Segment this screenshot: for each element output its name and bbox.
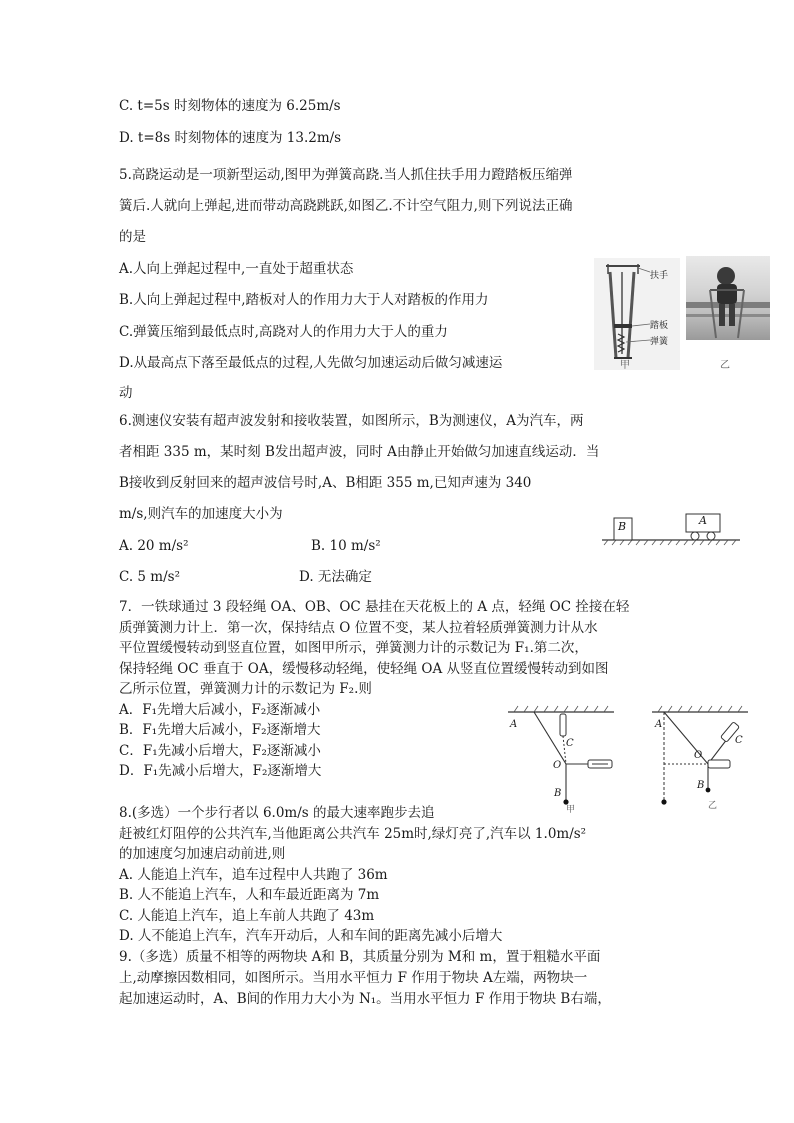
label-o-jia: O bbox=[553, 760, 562, 771]
label-b-jia: B bbox=[554, 788, 562, 799]
label-pedal: 踏板 bbox=[650, 321, 669, 331]
q7-stem-line4: 保持轻绳 OC 垂直于 OA，缓慢移动轻绳，使轻绳 OA 从竖直位置缓慢转动到如图 bbox=[119, 661, 609, 677]
label-o-yi: O bbox=[694, 750, 703, 761]
q5-option-a: A.人向上弹起过程中,一直处于超重状态 bbox=[119, 261, 354, 277]
label-handle: 扶手 bbox=[650, 271, 669, 281]
q7-option-d: D．F₁先减小后增大，F₂逐渐增大 bbox=[119, 763, 322, 779]
q8-option-c: C. 人能追上汽车，追上车前人共跑了 43m bbox=[119, 908, 375, 924]
label-a-car: A bbox=[699, 514, 707, 527]
q6-stem-line3: B接收到反射回来的超声波信号时,A、B相距 355 m,已知声速为 340 bbox=[119, 475, 532, 491]
q8-stem-line3: 的加速度匀加速启动前进,则 bbox=[119, 846, 286, 862]
q6-stem-line2: 者相距 335 m，某时刻 B发出超声波，同时 A由静止开始做匀加速直线运动．当 bbox=[119, 444, 600, 460]
q8-option-b: B. 人不能追上汽车，人和车最近距离为 7m bbox=[119, 887, 380, 903]
q6-stem-line1: 6.测速仪安装有超声波发射和接收装置，如图所示，B为测速仪，A为汽车，两 bbox=[119, 413, 584, 429]
q5-stem-line1: 5.高跷运动是一项新型运动,图甲为弹簧高跷.当人抓住扶手用力蹬踏板压缩弹 bbox=[119, 167, 573, 183]
q5-stem-line2: 簧后.人就向上弹起,进而带动高跷跳跃,如图乙.不计空气阻力,则下列说法正确 bbox=[119, 198, 573, 214]
q7-stem-line2: 质弹簧测力计上．第一次，保持结点 O 位置不变，某人拉着轻质弹簧测力计从水 bbox=[119, 620, 598, 636]
q8-stem-line1: 8.(多选）一个步行者以 6.0m/s 的最大速率跑步去追 bbox=[119, 805, 435, 821]
label-yi-stilt: 乙 bbox=[720, 360, 730, 371]
q9-stem-line3: 起加速运动时，A、B间的作用力大小为 N₁。当用水平恒力 F 作用于物块 B右端， bbox=[119, 991, 611, 1007]
q7-option-a: A．F₁先增大后减小，F₂逐渐减小 bbox=[119, 702, 321, 718]
label-a-yi: A bbox=[655, 719, 663, 730]
label-c-jia: C bbox=[566, 738, 574, 749]
option-d-q4: D. t=8s 时刻物体的速度为 13.2m/s bbox=[119, 130, 342, 146]
label-spring: 弹簧 bbox=[650, 337, 669, 347]
q7-stem-line3: 平位置缓慢转动到竖直位置，如图甲所示，弹簧测力计的示数记为 F₁.第二次， bbox=[119, 640, 588, 656]
q5-option-d: D.从最高点下落至最低点的过程,人先做匀加速运动后做匀减速运 bbox=[119, 355, 503, 371]
label-b-yi: B bbox=[697, 780, 705, 791]
label-jia-stilt: 甲 bbox=[620, 360, 630, 371]
q9-stem-line1: 9.（多选）质量不相等的两物块 A和 B，其质量分别为 M和 m，置于粗糙水平面 bbox=[119, 949, 601, 965]
label-jia-rope: 甲 bbox=[566, 805, 576, 815]
label-c-yi: C bbox=[735, 735, 743, 746]
stilt-photo bbox=[686, 256, 770, 340]
q6-option-d: D. 无法确定 bbox=[299, 569, 372, 585]
q5-option-c: C.弹簧压缩到最低点时,高跷对人的作用力大于人的重力 bbox=[119, 324, 448, 340]
option-c-q4: C. t=5s 时刻物体的速度为 6.25m/s bbox=[119, 98, 341, 114]
q7-option-c: C．F₁先减小后增大，F₂逐渐减小 bbox=[119, 743, 321, 759]
q8-option-d: D. 人不能追上汽车，汽车开动后，人和车间的距离先减小后增大 bbox=[119, 928, 503, 944]
q5-option-d-cont: 动 bbox=[119, 385, 133, 401]
q5-stem-line3: 的是 bbox=[119, 229, 146, 245]
q8-stem-line2: 赶被红灯阻停的公共汽车,当他距离公共汽车 25m时,绿灯亮了,汽车以 1.0m/s² bbox=[119, 826, 587, 842]
q6-option-b: B. 10 m/s² bbox=[311, 538, 381, 554]
q7-option-b: B．F₁先增大后减小，F₂逐渐增大 bbox=[119, 722, 321, 738]
stilt-photo-art bbox=[686, 256, 770, 340]
q6-option-c: C. 5 m/s² bbox=[119, 569, 181, 585]
q8-option-a: A. 人能追上汽车，追车过程中人共跑了 36m bbox=[119, 867, 388, 883]
q6-option-a: A. 20 m/s² bbox=[119, 538, 189, 554]
label-yi-rope: 乙 bbox=[708, 801, 718, 811]
label-b-meter: B bbox=[618, 520, 627, 533]
q9-stem-line2: 上,动摩擦因数相同，如图所示。当用水平恒力 F 作用于物块 A左端，两物块一 bbox=[119, 970, 588, 986]
q7-stem-line1: 7．一铁球通过 3 段轻绳 OA、OB、OC 悬挂在天花板上的 A 点，轻绳 OC 拴接在轻 bbox=[119, 599, 630, 615]
q5-option-b: B.人向上弹起过程中,踏板对人的作用力大于人对踏板的作用力 bbox=[119, 292, 489, 308]
q7-stem-line5: 乙所示位置，弹簧测力计的示数记为 F₂.则 bbox=[119, 681, 372, 697]
label-a-jia: A bbox=[510, 719, 518, 730]
q6-stem-line4: m/s,则汽车的加速度大小为 bbox=[119, 506, 283, 522]
